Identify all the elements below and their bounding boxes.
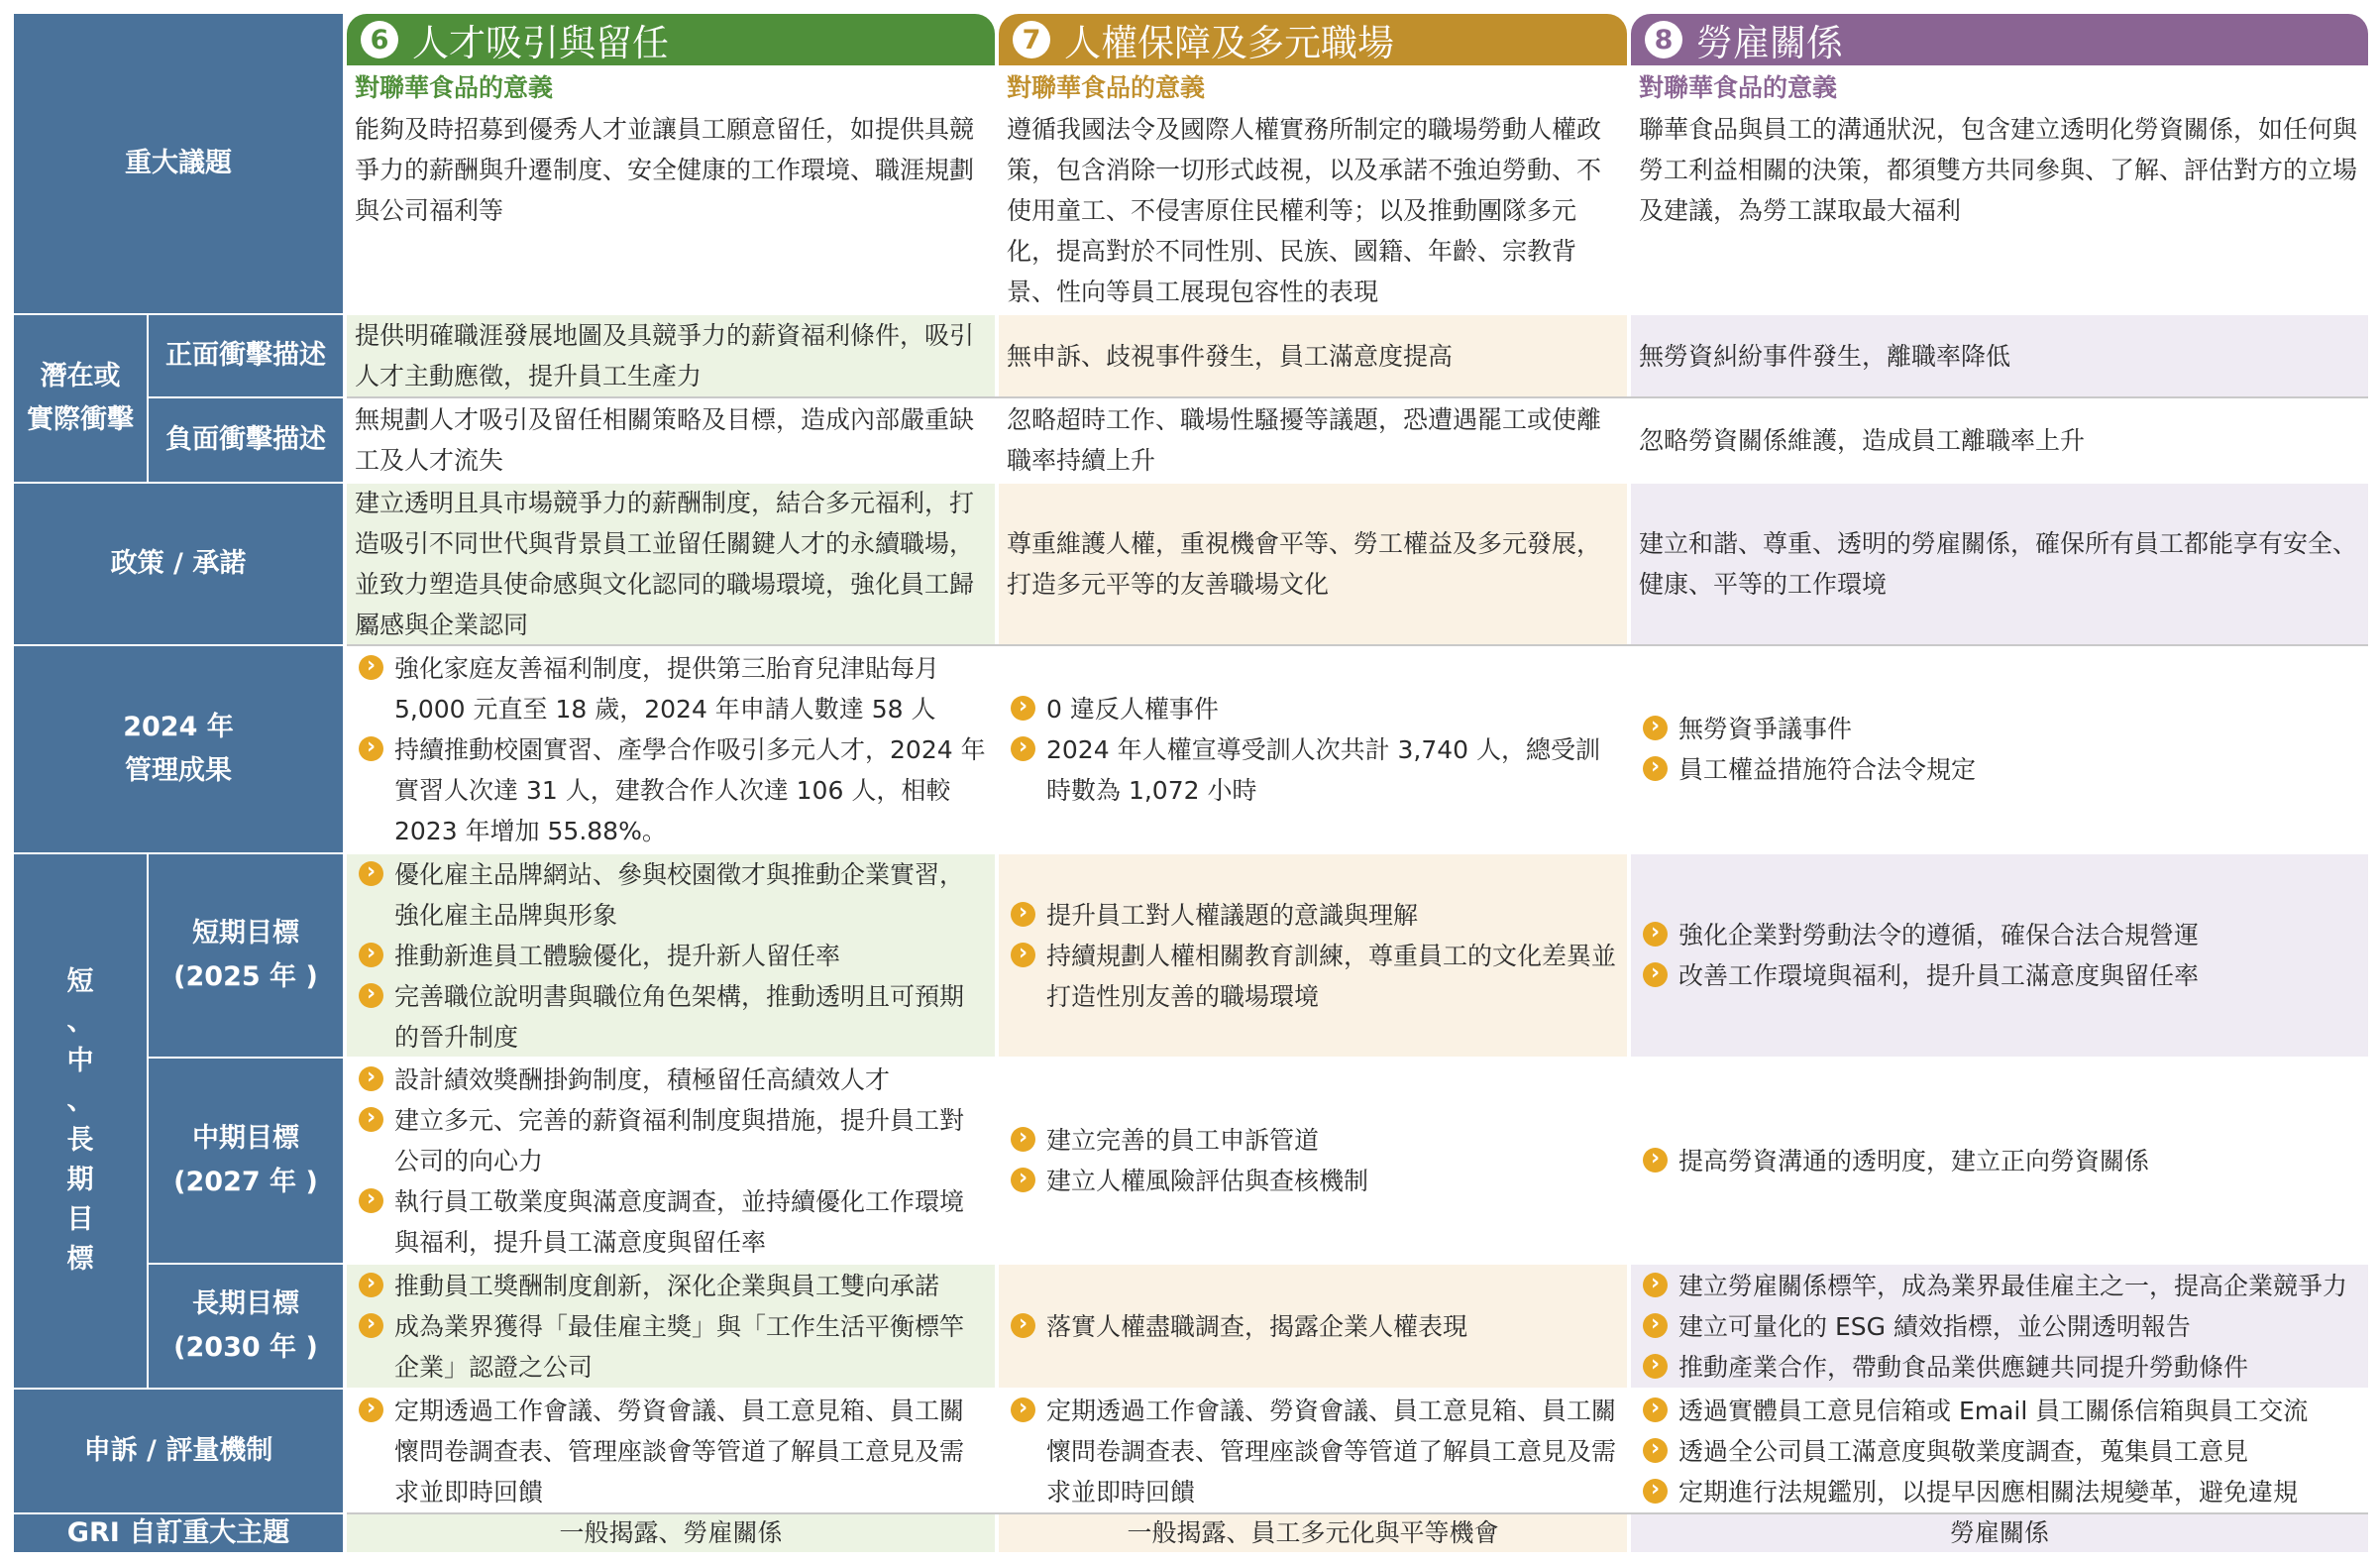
topic-number-badge: 6 [361,21,398,58]
topic8-results [1631,646,2368,852]
list-item: › 定期進行法規鑑別，以提早因應相關法規變革，避免違規 [1678,1472,2360,1512]
topic6-grievance [347,1390,995,1512]
list-item: › 改善工作環境與福利，提升員工滿意度與留任率 [1678,955,2360,996]
topic-title: 人才吸引與留任 [412,22,669,64]
topic-title: 勞雇關係 [1696,22,1843,64]
topic7-negative: 忽略超時工作、職場性騷擾等議題，恐遭遇罷工或使離職率持續上升 [1007,405,1602,475]
list-item: › 提高勞資溝通的透明度，建立正向勞資關係 [1678,1141,2360,1181]
topic7-policy: 尊重維護人權，重視機會平等、勞工權益及多元發展，打造多元平等的友善職場文化 [999,484,1627,644]
list-item: › 無勞資爭議事件 [1678,709,2360,749]
topic8-negative: 忽略勞資關係維護，造成員工離職率上升 [1639,425,2086,455]
list-item: › 定期透過工作會議、勞資會議、員工意見箱、員工關懷問卷調查表、管理座談會等管道了解員工意見及需求並即時回饋 [394,1391,987,1512]
topic7-gri: 一般揭露、員工多元化與平等機會 [999,1514,1627,1552]
topic7-medium [999,1059,1627,1263]
topic6-significance [347,69,995,313]
list-item: › 強化家庭友善福利制度，提供第三胎育兒津貼每月 5,000 元直至 18 歲，2024 年申請人數達 58 人 [394,648,987,729]
significance-text: 能夠及時招募到優秀人才並讓員工願意留任，如提供具競爭力的薪酬與升遷制度、安全健康的工作環境、職涯規劃與公司福利等 [355,115,975,225]
list-item: › 建立多元、完善的薪資福利制度與措施，提升員工對公司的向心力 [394,1100,987,1181]
topic6-policy: 建立透明且具市場競爭力的薪酬制度，結合多元福利，打造吸引不同世代與背景員工並留任關鍵人才的永續職場，並致力塑造具使命感與文化認同的職場環境，強化員工歸屬感與企業認同 [347,484,995,644]
topic8-short [1631,854,2368,1057]
list-item: › 推動新進員工體驗優化，提升新人留任率 [394,936,987,976]
topic8-grievance [1631,1390,2368,1512]
row-label-short: 短期目標 (2025 年 ) [149,854,343,1057]
row-label-medium: 中期目標 (2027 年 ) [149,1059,343,1263]
topic-header-7 [999,14,1627,65]
list-item: › 透過全公司員工滿意度與敬業度調查，蒐集員工意見 [1678,1431,2360,1472]
topic8-medium [1631,1059,2368,1263]
row-label-positive: 正面衝擊描述 [149,315,343,396]
list-item: › 建立勞雇關係標竿，成為業界最佳雇主之一，提高企業競爭力 [1678,1266,2360,1306]
significance-label: 對聯華食品的意義 [1007,73,1206,102]
topic-header-6 [347,14,995,65]
list-item: › 完善職位說明書與職位角色架構，推動透明且可預期的晉升制度 [394,976,987,1058]
list-item: › 優化雇主品牌網站、參與校園徵才與推動企業實習，強化雇主品牌與形象 [394,854,987,936]
list-item: › 推動產業合作，帶動食品業供應鏈共同提升勞動條件 [1678,1347,2360,1388]
topic7-grievance [999,1390,1627,1512]
list-item: › 建立完善的員工申訴管道 [1046,1120,1619,1161]
row-label-negative: 負面衝擊描述 [149,398,343,482]
topic8-policy: 建立和諧、尊重、透明的勞雇關係，確保所有員工都能享有安全、健康、平等的工作環境 [1631,484,2368,644]
topic8-positive: 無勞資糾紛事件發生，離職率降低 [1631,315,2368,396]
row-label-material-issue: 重大議題 [14,14,343,313]
topic6-medium [347,1059,995,1263]
row-label-results: 2024 年 管理成果 [14,646,343,852]
topic-number-badge: 8 [1645,21,1682,58]
list-item: › 推動員工獎酬制度創新，深化企業與員工雙向承諾 [394,1266,987,1306]
list-item: › 持續推動校園實習、產學合作吸引多元人才，2024 年實習人次達 31 人，建教合作人次達 106 人，相較 2023 年增加 55.88%。 [394,729,987,851]
row-label-grievance: 申訴 / 評量機制 [14,1390,343,1512]
topic7-long [999,1265,1627,1388]
row-divider [347,396,2368,398]
significance-label: 對聯華食品的意義 [1639,73,1838,102]
list-item: › 持續規劃人權相關教育訓練，尊重員工的文化差異並打造性別友善的職場環境 [1046,936,1619,1017]
row-divider [347,644,2368,646]
topic-title: 人權保障及多元職場 [1064,22,1394,64]
topic6-results [347,646,995,852]
list-item: › 定期透過工作會議、勞資會議、員工意見箱、員工關懷問卷調查表、管理座談會等管道了解員工意見及需求並即時回饋 [1046,1391,1619,1512]
topic-number-badge: 7 [1013,21,1050,58]
topic8-significance [1631,69,2368,313]
list-item: › 強化企業對勞動法令的遵循，確保合法合規營運 [1678,915,2360,955]
list-item: › 0 違反人權事件 [1046,689,1619,729]
significance-label: 對聯華食品的意義 [355,73,554,102]
row-divider [347,1512,2368,1514]
row-label-impact-group: 潛在或 實際衝擊 [14,315,147,482]
row-label-goals-group: 短 、 中 、 長 期 目 標 [14,854,147,1388]
topic6-short [347,854,995,1057]
list-item: › 建立人權風險評估與查核機制 [1046,1161,1619,1201]
list-item: › 成為業界獲得「最佳雇主獎」與「工作生活平衡標竿企業」認證之公司 [394,1306,987,1388]
topic6-positive: 提供明確職涯發展地圖及具競爭力的薪資福利條件，吸引人才主動應徵，提升員工生產力 [347,315,995,396]
significance-text: 遵循我國法令及國際人權實務所制定的職場勞動人權政策，包含消除一切形式歧視，以及承諾不強迫勞動、不使用童工、不侵害原住民權利等；以及推動團隊多元化，提高對於不同性別、民族、國籍、年齡、宗教背景、性向等員工展現包容性的表現 [1007,115,1602,306]
list-item: › 設計績效獎酬掛鉤制度，積極留任高績效人才 [394,1060,987,1100]
topic-header-8 [1631,14,2368,65]
topic7-significance [999,69,1627,313]
list-item: › 建立可量化的 ESG 績效指標，並公開透明報告 [1678,1306,2360,1347]
list-item: › 透過實體員工意見信箱或 Email 員工關係信箱與員工交流 [1678,1391,2360,1431]
list-item: › 員工權益措施符合法令規定 [1678,749,2360,790]
list-item: › 提升員工對人權議題的意識與理解 [1046,895,1619,936]
topic6-negative: 無規劃人才吸引及留任相關策略及目標，造成內部嚴重缺工及人才流失 [355,405,975,475]
topic6-gri: 一般揭露、勞雇關係 [347,1514,995,1552]
row-label-long: 長期目標 (2030 年 ) [149,1265,343,1388]
topic7-short [999,854,1627,1057]
significance-text: 聯華食品與員工的溝通狀況，包含建立透明化勞資關係，如任何與勞工利益相關的決策，都須雙方共同參與、了解、評估對方的立場及建議，為勞工謀取最大福利 [1639,115,2358,225]
topic7-results [999,646,1627,852]
topic6-long [347,1265,995,1388]
row-label-policy: 政策 / 承諾 [14,484,343,644]
list-item: › 落實人權盡職調查，揭露企業人權表現 [1046,1306,1619,1347]
row-label-gri: GRI 自訂重大主題 [14,1514,343,1552]
topic8-long [1631,1265,2368,1388]
list-item: › 2024 年人權宣導受訓人次共計 3,740 人，總受訓時數為 1,072 小時 [1046,729,1619,811]
topic8-gri: 勞雇關係 [1631,1514,2368,1552]
topic7-positive: 無申訴、歧視事件發生，員工滿意度提高 [999,315,1627,396]
list-item: › 執行員工敬業度與滿意度調查，並持續優化工作環境與福利，提升員工滿意度與留任率 [394,1181,987,1263]
